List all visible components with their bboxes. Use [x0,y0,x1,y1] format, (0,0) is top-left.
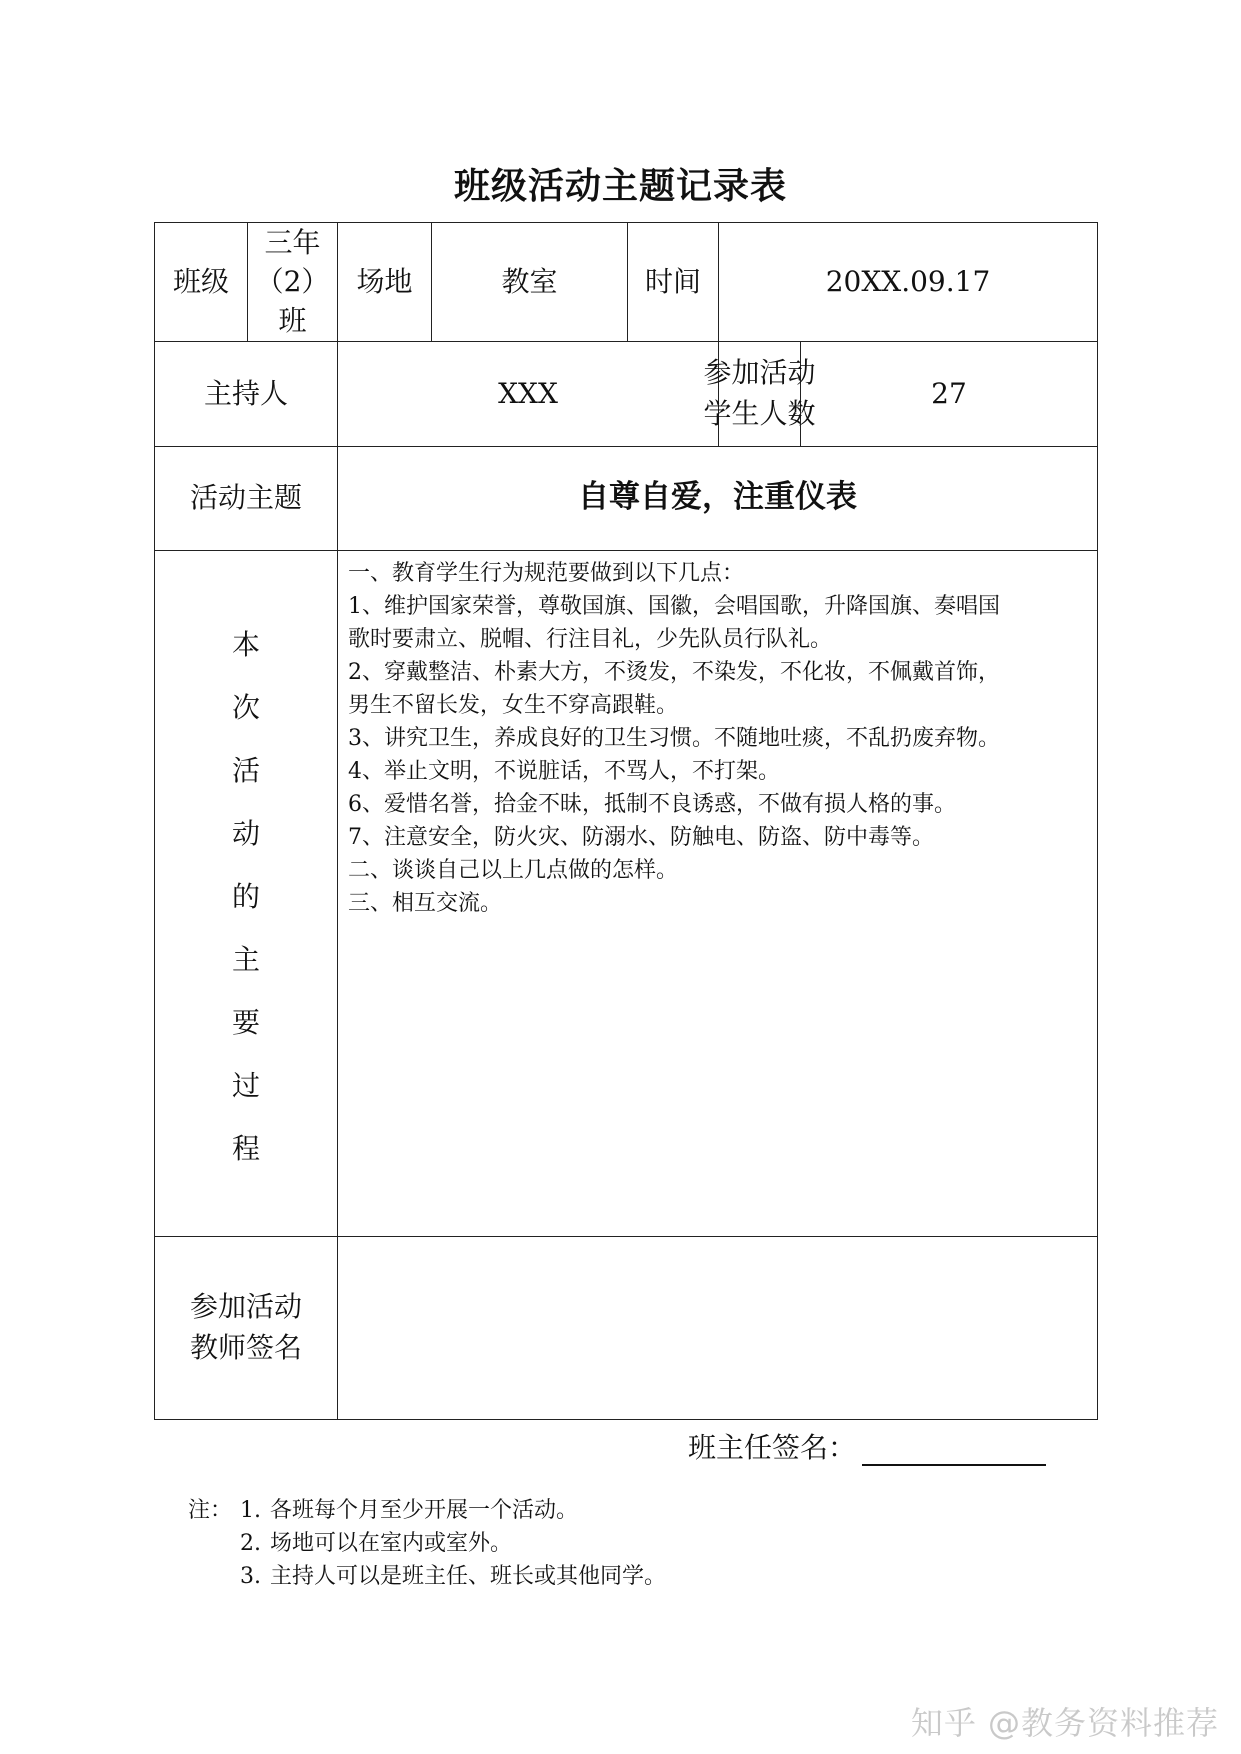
head-teacher-sign-label: 班主任签名： [688,1431,857,1464]
process-label-char: 主 [231,942,260,976]
table-row-class-info [155,223,1098,342]
head-teacher-sign [688,1426,1046,1466]
table-row-process [155,550,1098,1236]
process-label-char: 本 [231,627,260,661]
teacher-sign-area[interactable] [338,1236,1098,1419]
process-content [338,550,1098,1236]
note-item [188,1494,666,1527]
theme-label: 活动主题 [155,446,338,550]
host-label: 主持人 [155,341,338,446]
notes-prefix: 注： [188,1498,233,1523]
note-text: 主持人可以是班主任、班长或其他同学。 [270,1564,667,1589]
head-teacher-sign-blank[interactable] [862,1432,1046,1466]
watermark: 知乎 @教务资料推荐 [910,1704,1219,1742]
participants-label [703,341,816,446]
note-number: 1. [240,1498,261,1523]
activity-record-table [154,222,1098,1420]
class-value: 三年（2）班 [248,223,338,342]
process-label-char: 活 [231,753,260,787]
page-title: 班级活动主题记录表 [453,165,787,207]
time-value: 20XX.09.17 [719,223,1098,342]
process-line: 7、注意安全，防火灾、防溺水、防触电、防盗、防中毒等。 [348,824,934,850]
process-label [155,550,338,1236]
participants-value: 27 [801,341,1098,446]
participants-label-line2: 学生人数 [703,396,816,430]
note-item [188,1560,666,1593]
table-row-theme [155,446,1098,550]
class-label: 班级 [155,223,248,342]
process-label-char: 的 [231,879,260,913]
teacher-sign-label-line1: 参加活动 [189,1289,302,1323]
note-text: 各班每个月至少开展一个活动。 [270,1498,579,1523]
process-label-char: 过 [231,1068,260,1102]
venue-label: 场地 [338,223,432,342]
time-label: 时间 [628,223,719,342]
process-label-char: 要 [231,1005,260,1039]
process-line: 1、维护国家荣誉，尊敬国旗、国徽，会唱国歌，升降国旗、奏唱国 [348,593,1000,619]
venue-value: 教室 [432,223,628,342]
table-row-teacher-sign [155,1236,1098,1419]
note-item [188,1527,666,1560]
process-label-char: 次 [231,690,260,724]
theme-value: 自尊自爱，注重仪表 [338,446,1098,550]
process-line: 三、相互交流。 [348,890,503,916]
process-line: 歌时要肃立、脱帽、行注目礼，少先队员行队礼。 [348,626,833,652]
notes [188,1494,666,1593]
process-label-char: 程 [231,1131,260,1165]
process-line: 2、穿戴整洁、朴素大方，不烫发，不染发，不化妆，不佩戴首饰， [348,659,1000,685]
process-line: 6、爱惜名誉，拾金不昧，抵制不良诱惑，不做有损人格的事。 [348,791,956,817]
table-row-host-info [155,341,1098,446]
participants-label-line1: 参加活动 [703,355,816,389]
teacher-sign-label [155,1236,338,1419]
note-number: 2. [240,1531,261,1556]
host-value: XXX [338,341,719,446]
process-line: 二、谈谈自己以上几点做的怎样。 [348,857,679,883]
process-line: 一、教育学生行为规范要做到以下几点： [348,560,745,586]
note-number: 3. [240,1564,261,1589]
process-line: 4、举止文明，不说脏话，不骂人，不打架。 [348,758,780,784]
process-line: 3、讲究卫生，养成良好的卫生习惯。不随地吐痰，不乱扔废弃物。 [348,725,1000,751]
note-text: 场地可以在室内或室外。 [270,1531,513,1556]
process-line: 男生不留长发，女生不穿高跟鞋。 [348,692,679,718]
teacher-sign-label-line2: 教师签名 [189,1330,302,1364]
process-label-char: 动 [231,816,260,850]
